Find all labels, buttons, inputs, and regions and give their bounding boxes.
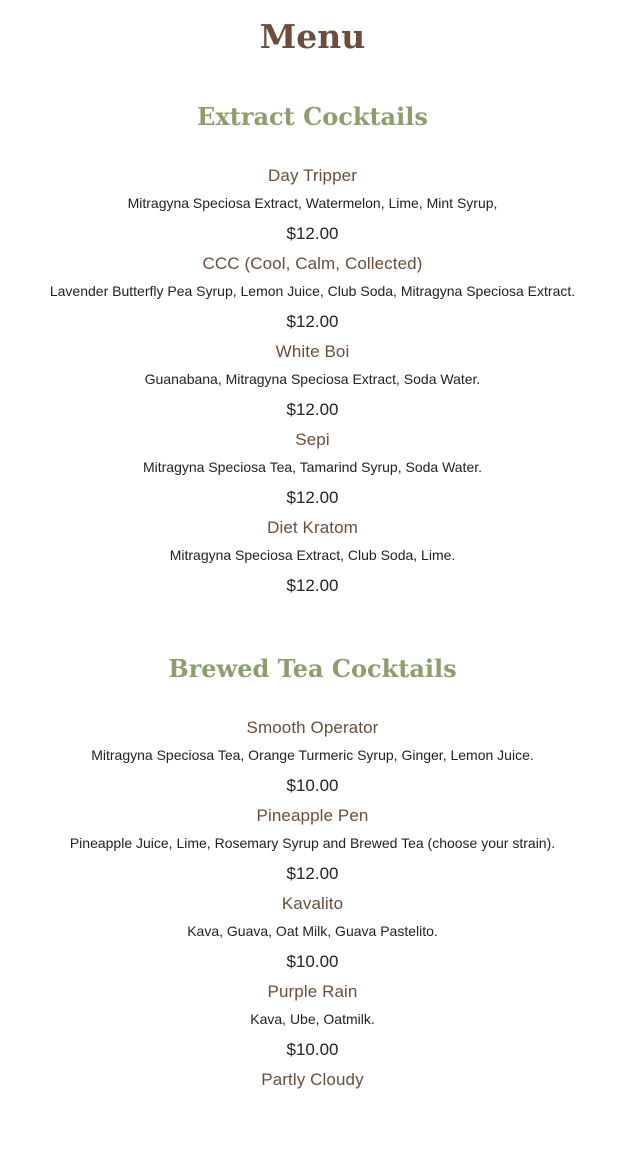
menu-item-description: Lavender Butterfly Pea Syrup, Lemon Juice, Club Soda, Mitragyna Speciosa Extract. — [49, 283, 576, 299]
menu-item-description: Mitragyna Speciosa Tea, Orange Turmeric Syrup, Ginger, Lemon Juice. — [91, 747, 534, 763]
menu-item-price: $10.00 — [286, 952, 339, 971]
menu-item-name: Diet Kratom — [267, 518, 358, 537]
menu-item — [0, 980, 625, 1068]
menu-item-description: Mitragyna Speciosa Extract, Club Soda, Lime. — [169, 547, 456, 563]
menu-item-name: Purple Rain — [267, 982, 358, 1001]
menu-item-price: $12.00 — [286, 312, 339, 331]
menu-item-price: $12.00 — [286, 224, 339, 243]
menu-item — [0, 516, 625, 604]
menu-item-name: White Boi — [275, 342, 350, 361]
menu-item-description: Pineapple Juice, Lime, Rosemary Syrup and Brewed Tea (choose your strain). — [69, 835, 556, 851]
menu-item-description: Mitragyna Speciosa Extract, Watermelon, Lime, Mint Syrup, — [127, 195, 498, 211]
menu-item — [0, 428, 625, 516]
section-title: Brewed Tea Cocktails — [168, 654, 457, 683]
menu-item-price: $12.00 — [286, 400, 339, 419]
menu-item-description: Guanabana, Mitragyna Speciosa Extract, Soda Water. — [144, 371, 481, 387]
menu-item-name: Sepi — [295, 430, 330, 449]
menu-item-name: Day Tripper — [268, 166, 357, 185]
menu-item-list — [0, 164, 625, 604]
menu-item-price: $10.00 — [286, 1040, 339, 1059]
menu-item-name: Pineapple Pen — [256, 806, 369, 825]
menu-item — [0, 716, 625, 804]
menu-item — [0, 1068, 625, 1156]
page-title: Menu — [259, 17, 366, 56]
menu-item-description: Kava, Ube, Oatmilk. — [250, 1011, 375, 1027]
menu-item-price: $12.00 — [286, 864, 339, 883]
menu-item-name: Partly Cloudy — [261, 1070, 364, 1089]
section-title: Extract Cocktails — [197, 102, 428, 131]
menu-item — [0, 804, 625, 892]
menu-item-name: Kavalito — [281, 894, 344, 913]
section-brewed-tea-cocktails — [0, 654, 625, 1156]
menu-item-description: Mitragyna Speciosa Tea, Tamarind Syrup, Soda Water. — [142, 459, 483, 475]
menu-item-price: $12.00 — [286, 488, 339, 507]
menu-item — [0, 252, 625, 340]
menu-item-price: $10.00 — [286, 776, 339, 795]
menu-item-name: CCC (Cool, Calm, Collected) — [202, 254, 423, 273]
menu-item-name: Smooth Operator — [246, 718, 379, 737]
menu-item — [0, 340, 625, 428]
section-extract-cocktails — [0, 102, 625, 604]
menu-item-list — [0, 716, 625, 1156]
menu-item — [0, 164, 625, 252]
menu-item — [0, 892, 625, 980]
menu-item-description: Kava, Guava, Oat Milk, Guava Pastelito. — [187, 923, 438, 939]
menu-item-price: $12.00 — [286, 576, 339, 595]
